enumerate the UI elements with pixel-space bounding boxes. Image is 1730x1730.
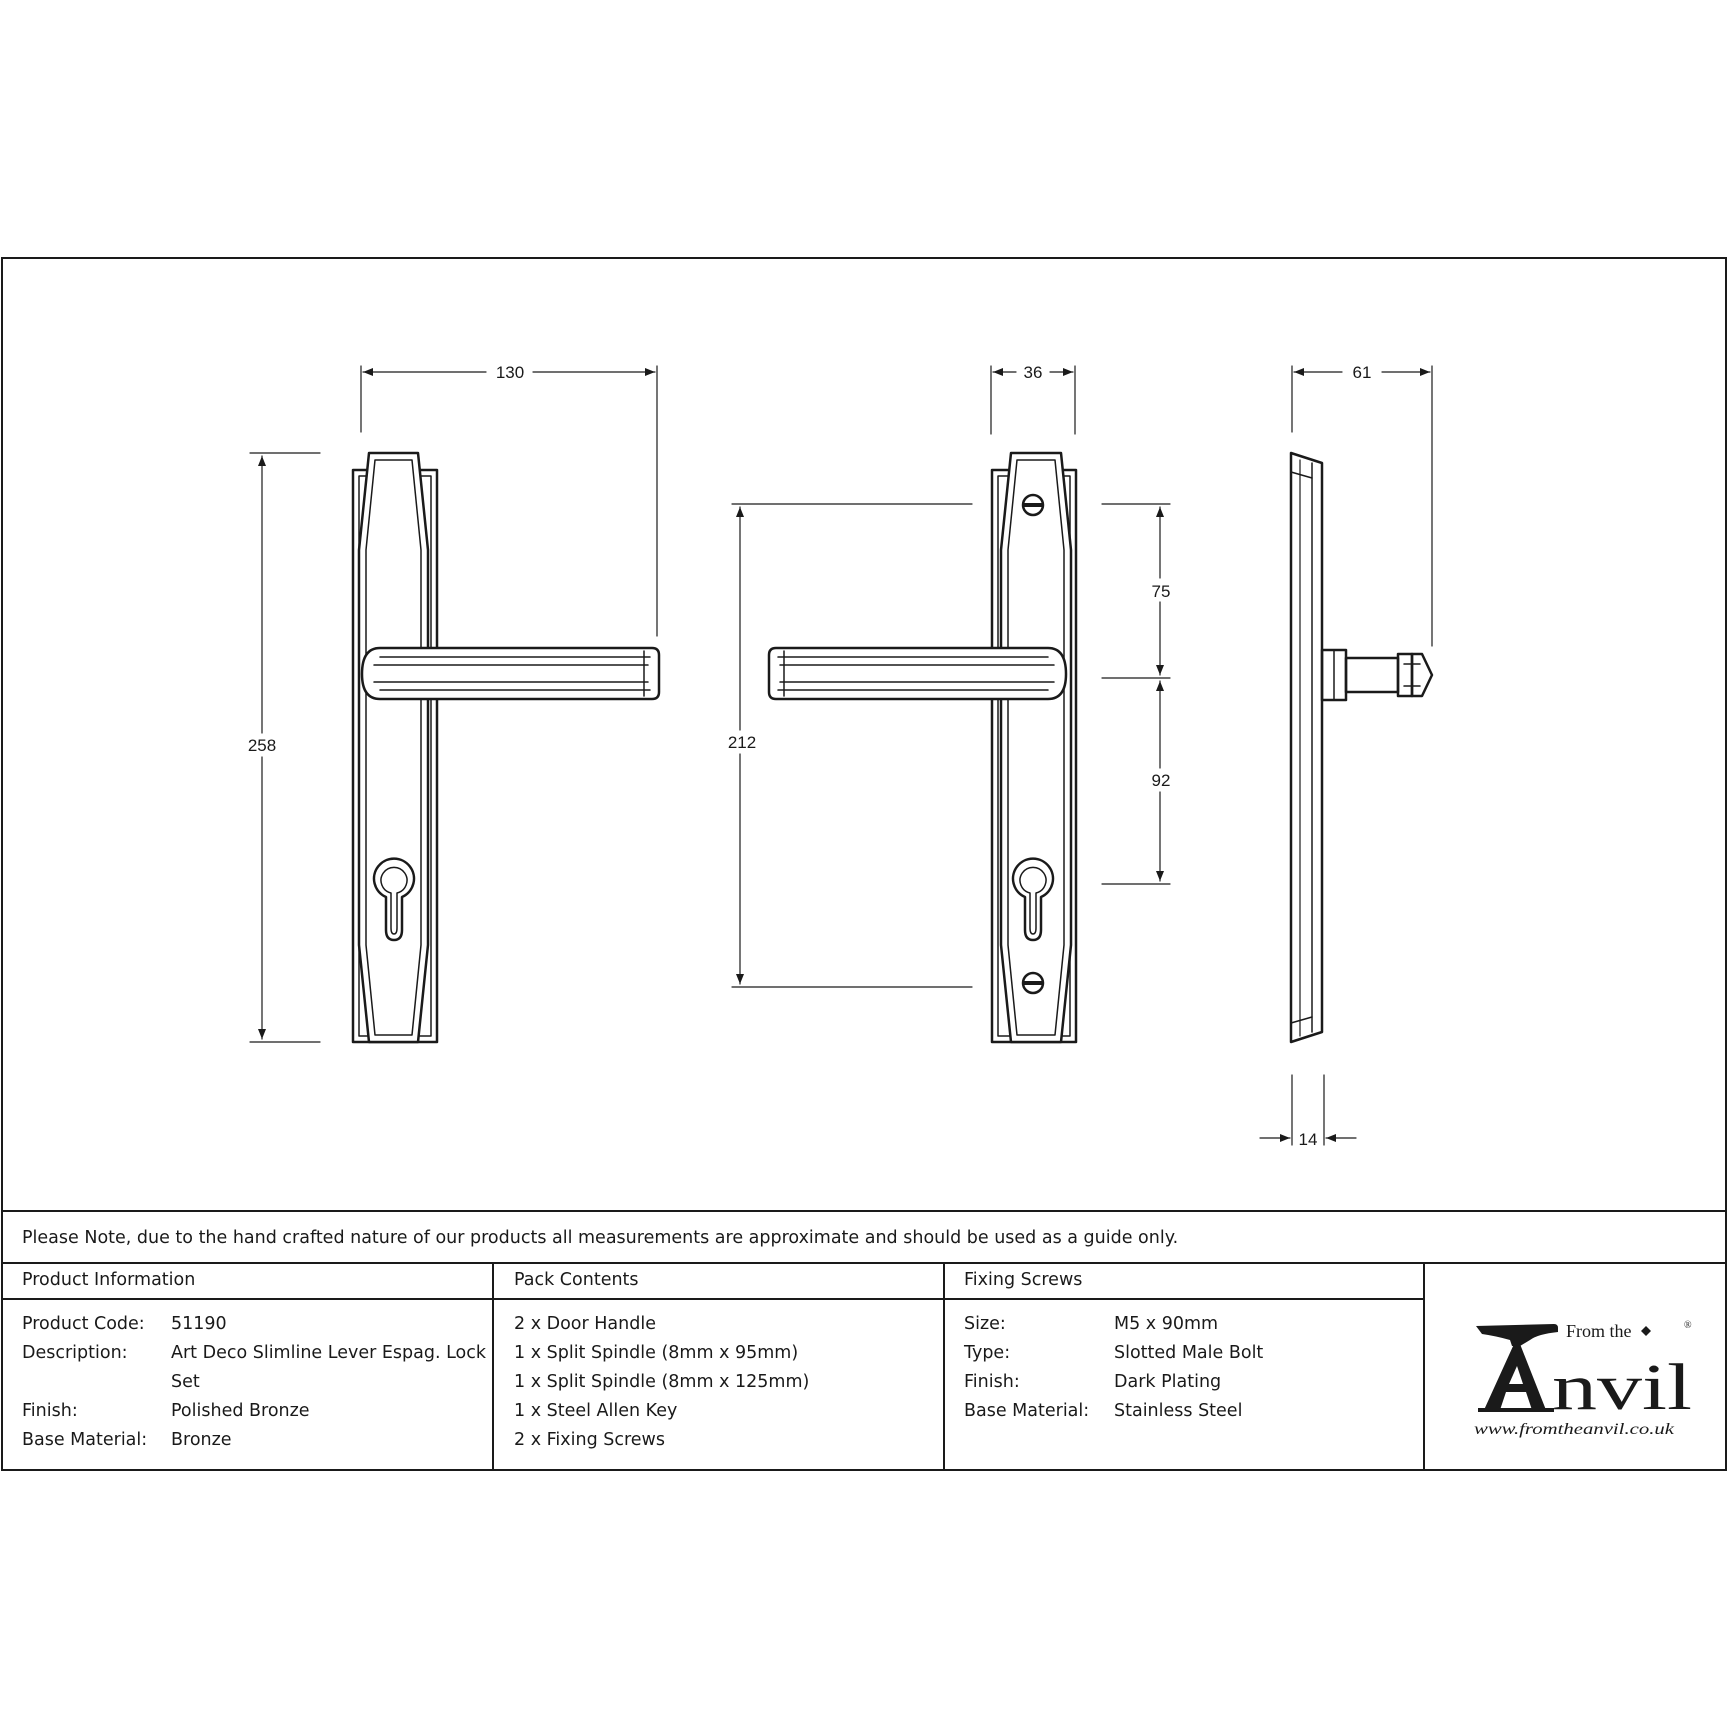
screw-material-label: Base Material: <box>964 1401 1090 1421</box>
dim-lower-92: 92 <box>1151 771 1171 790</box>
screw-type-label: Type: <box>964 1343 1011 1363</box>
dim-projection-61: 61 <box>1352 363 1372 382</box>
pack-item: 1 x Steel Allen Key <box>514 1401 678 1421</box>
pack-item: 2 x Door Handle <box>514 1314 656 1334</box>
screw-material-value: Stainless Steel <box>1114 1401 1243 1421</box>
screw-type-value: Slotted Male Bolt <box>1114 1343 1264 1363</box>
finish-label: Finish: <box>22 1401 78 1421</box>
from-the-anvil-logo <box>1462 1310 1702 1440</box>
pack-contents-heading: Pack Contents <box>514 1270 639 1290</box>
base-material-value: Bronze <box>171 1430 232 1450</box>
product-info-heading: Product Information <box>22 1270 196 1290</box>
screw-size-value: M5 x 90mm <box>1114 1314 1219 1334</box>
dim-upper-75: 75 <box>1151 582 1171 601</box>
note-bottom-rule <box>1 1262 1727 1264</box>
dim-height-258: 258 <box>247 736 277 755</box>
back-view <box>732 366 1170 1042</box>
measurement-note: Please Note, due to the hand crafted nature of our products all measurements are approximate and should be used as a guide only. <box>22 1228 1179 1248</box>
base-material-label: Base Material: <box>22 1430 148 1450</box>
side-view <box>1260 366 1432 1145</box>
screw-finish-value: Dark Plating <box>1114 1372 1222 1392</box>
dim-width-36: 36 <box>1023 363 1043 382</box>
finish-value: Polished Bronze <box>171 1401 310 1421</box>
logo-wordmark: nvil <box>1552 1351 1692 1424</box>
logo-from-the: From the <box>1566 1321 1632 1341</box>
description-value-cont: Set <box>171 1372 200 1392</box>
col-divider-1 <box>492 1262 494 1470</box>
description-value: Art Deco Slimline Lever Espag. Lock <box>171 1343 486 1363</box>
pack-item: 2 x Fixing Screws <box>514 1430 665 1450</box>
pack-item: 1 x Split Spindle (8mm x 95mm) <box>514 1343 799 1363</box>
front-view <box>247 366 659 1042</box>
note-top-rule <box>1 1210 1727 1212</box>
logo-url: www.fromtheanvil.co.uk <box>1474 1421 1676 1438</box>
logo-registered: ® <box>1684 1320 1692 1331</box>
col-divider-3 <box>1423 1262 1425 1470</box>
screw-finish-label: Finish: <box>964 1372 1020 1392</box>
dim-width-130: 130 <box>495 363 525 382</box>
logo-diamond-icon <box>1641 1326 1651 1336</box>
col-divider-2 <box>943 1262 945 1470</box>
heading-bottom-rule <box>1 1298 1425 1300</box>
product-code-value: 51190 <box>171 1314 227 1334</box>
description-label: Description: <box>22 1343 128 1363</box>
product-code-label: Product Code: <box>22 1314 145 1334</box>
fixing-screws-heading: Fixing Screws <box>964 1270 1083 1290</box>
anvil-icon <box>1476 1324 1558 1346</box>
dim-centres-212: 212 <box>727 733 757 752</box>
pack-item: 1 x Split Spindle (8mm x 125mm) <box>514 1372 810 1392</box>
dim-thickness-14: 14 <box>1298 1130 1318 1149</box>
screw-size-label: Size: <box>964 1314 1006 1334</box>
